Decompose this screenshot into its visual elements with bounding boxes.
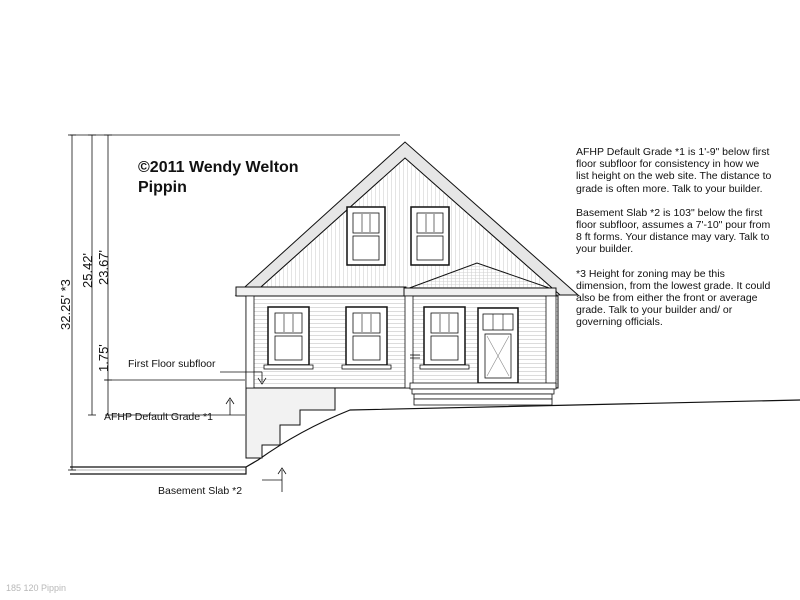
- eave-band: [236, 287, 556, 296]
- note-zoning-height: *3 Height for zoning may be this dimension, from the lowest grade. It could also be from either the front or average grade. Talk to your builder and/ or governing officials.: [576, 267, 771, 329]
- first-floor-label: First Floor subfloor: [128, 358, 216, 370]
- note-default-grade: AFHP Default Grade *1 is 1'-9" below first floor subfloor for consistency in how we list height on the web site. The distance to grade is often more. Talk to your builder.: [576, 146, 772, 195]
- notes-panel: [576, 146, 772, 341]
- dimension-total: 32.25' *3: [58, 279, 73, 330]
- plan-name: Pippin: [138, 179, 187, 196]
- front-door: [478, 308, 518, 383]
- dimension-inner: 23.67': [96, 249, 111, 285]
- basement-slab-label: Basement Slab *2: [158, 485, 243, 497]
- note-basement-slab: Basement Slab *2 is 103" below the first floor subfloor, assumes a 7'-10" pour from 8 ft forms. Your distance may vary. Talk to your builder.: [576, 206, 771, 256]
- dimension-low: 1.75': [96, 344, 111, 372]
- dimension-mid: 25.42': [80, 252, 95, 288]
- copyright-notice: [138, 158, 299, 198]
- copyright-line: ©2011 Wendy Welton: [138, 159, 299, 176]
- default-grade-label: AFHP Default Grade *1: [104, 411, 213, 423]
- watermark: 185 120 Pippin: [6, 583, 67, 593]
- first-floor-windows: [264, 307, 469, 369]
